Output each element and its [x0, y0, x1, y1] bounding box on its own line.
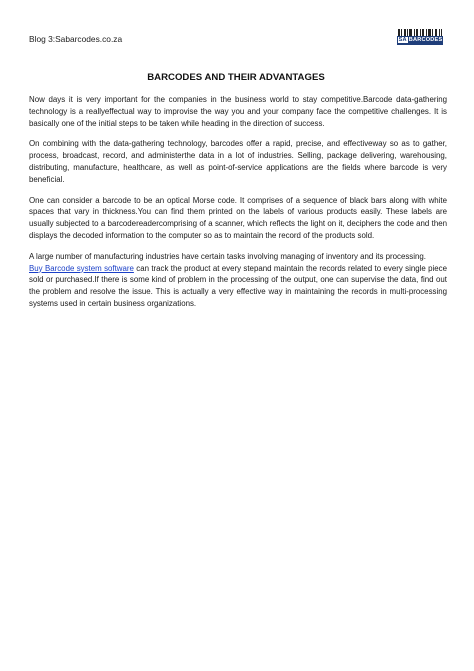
paragraph-1: Now days it is very important for the companies in the business world to stay competitive.Barcode data-gathering technology is a reallyeffectual way to improvise the way you and your company face the competitive challenges. It is basically one of the initial steps to be taken while heading in the direction of success. — [29, 95, 447, 128]
paragraph-4 — [29, 251, 447, 310]
paragraph-4-intro: A large number of manufacturing industries have certain tasks involving managing of inventory and its processing. — [29, 251, 426, 261]
logo-wordmark — [397, 36, 443, 45]
page-header — [29, 29, 443, 49]
document-body — [29, 94, 447, 319]
logo-barcodes: BARCODES — [408, 37, 443, 43]
sabarcodes-logo-icon — [397, 29, 443, 45]
header-label: Blog 3:Sabarcodes.co.za — [29, 34, 123, 44]
buy-barcode-software-link[interactable]: Buy Barcode system software — [29, 263, 134, 273]
logo-barcode-bars — [397, 29, 443, 36]
paragraph-3: One can consider a barcode to be an optical Morse code. It comprises of a sequence of black bars along with white spaces that vary in thickness.You can find them printed on the labels of various products easily. These labels are usually subjected to a barcodereadercomprising of a scanner, which reflects the light on it, deciphers the code and then displays the decoded information to the computer so as to maintain the record of the products sold. — [29, 195, 447, 240]
paragraph-4-rest: can track the product at every stepand maintain the records related to every single piece sold or purchased.If there is some kind of problem in the processing of the output, one can supervise the data, find out the problem and resolve the issue. This is actually a very effective way in maintaining the records in multi-processing systems used in certain business organizations. — [29, 263, 447, 308]
logo-sa: SA — [398, 37, 407, 43]
paragraph-2: On combining with the data-gathering technology, barcodes offer a rapid, precise, and effectiveway so as to gather, process, broadcast, record, and administerthe data in a lot of industries. Selling, package delivering, warehousing, distributing, manufacture, healthcare, as well as point-of-service applications are the fields where barcode is very beneficial. — [29, 139, 447, 184]
document-title: BARCODES AND THEIR ADVANTAGES — [147, 72, 325, 83]
